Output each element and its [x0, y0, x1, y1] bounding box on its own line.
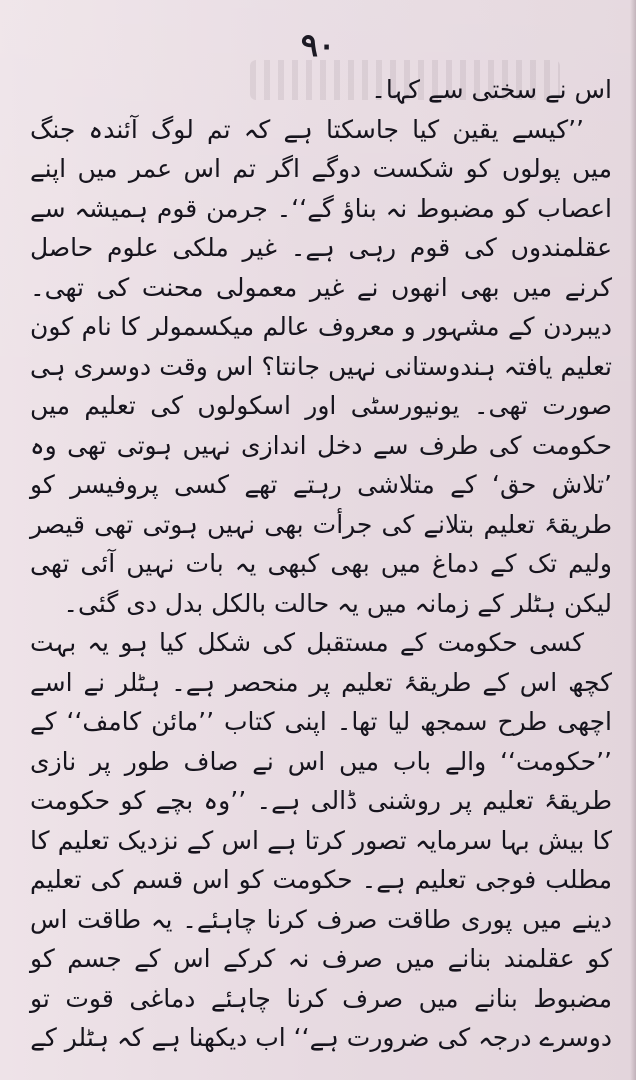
paragraph-quote: ’’کیسے یقین کیا جاسکتا ہے کہ تم لوگ آئندہ جنگ میں پولوں کو شکست دوگے اگر تم اس عمر میں اپنے اعصاب کو مضبوط نہ بناؤ گے‘‘۔ جرمن قوم ہمیشہ سے عقلمندوں کی قوم رہی ہے۔ غیر ملکی علوم حاصل کرنے میں بھی انھوں نے غیر معمولی محنت کی تھی۔ دیبردن کے مشہور و معروف عالم میکسمولر کا نام کون تعلیم یافتہ ہندوستانی نہیں جانتا؟ اس وقت دوسری ہی صورت تھی۔ یونیورسٹی اور اسکولوں کی تعلیم میں حکومت کی طرف سے دخل اندازی نہیں ہوتی تھی وہ ’تلاش حق‘ کے متلاشی رہتے تھے کسی پروفیسر کو طریقۂ تعلیم بتلانے کی جرأت بھی نہیں ہوتی تھی قیصر ولیم تک کے دماغ میں بھی کبھی یہ بات نہیں آئی تھی لیکن ہٹلر کے زمانہ میں یہ حالت بالکل بدل دی گئی۔ — [30, 114, 612, 618]
page-edge-shadow — [630, 0, 636, 1080]
page-number: ۹۰ — [300, 26, 336, 64]
body-text — [30, 70, 612, 1058]
paragraph-education: کسی حکومت کے مستقبل کی شکل کیا ہو یہ بہت کچھ اس کے طریقۂ تعلیم پر منحصر ہے۔ ہٹلر نے اسے اچھی طرح سمجھ لیا تھا۔ اپنی کتاب ’’مائن کامف‘‘ کے ’’حکومت‘‘ والے باب میں اس نے صاف طور پر نازی طریقۂ تعلیم پر روشنی ڈالی ہے۔ ’’وہ بچے کو حکومت کا بیش بہا سرمایہ تصور کرتا ہے اس کے نزدیک تعلیم کا مطلب فوجی تعلیم ہے۔ حکومت کو اس قسم کی تعلیم دینے میں پوری طاقت صرف کرنا چاہئے۔ یہ طاقت اس کو عقلمند بنانے میں صرف نہ کرکے اس کے جسم کو مضبوط بنانے میں صرف کرنا چاہئے دماغی قوت تو دوسرے درجہ کی ضرورت ہے‘‘ اب دیکھنا ہے کہ ہٹلر کے — [30, 628, 612, 1052]
paragraph-intro: اس نے سختی سے کہا۔ — [371, 75, 612, 104]
